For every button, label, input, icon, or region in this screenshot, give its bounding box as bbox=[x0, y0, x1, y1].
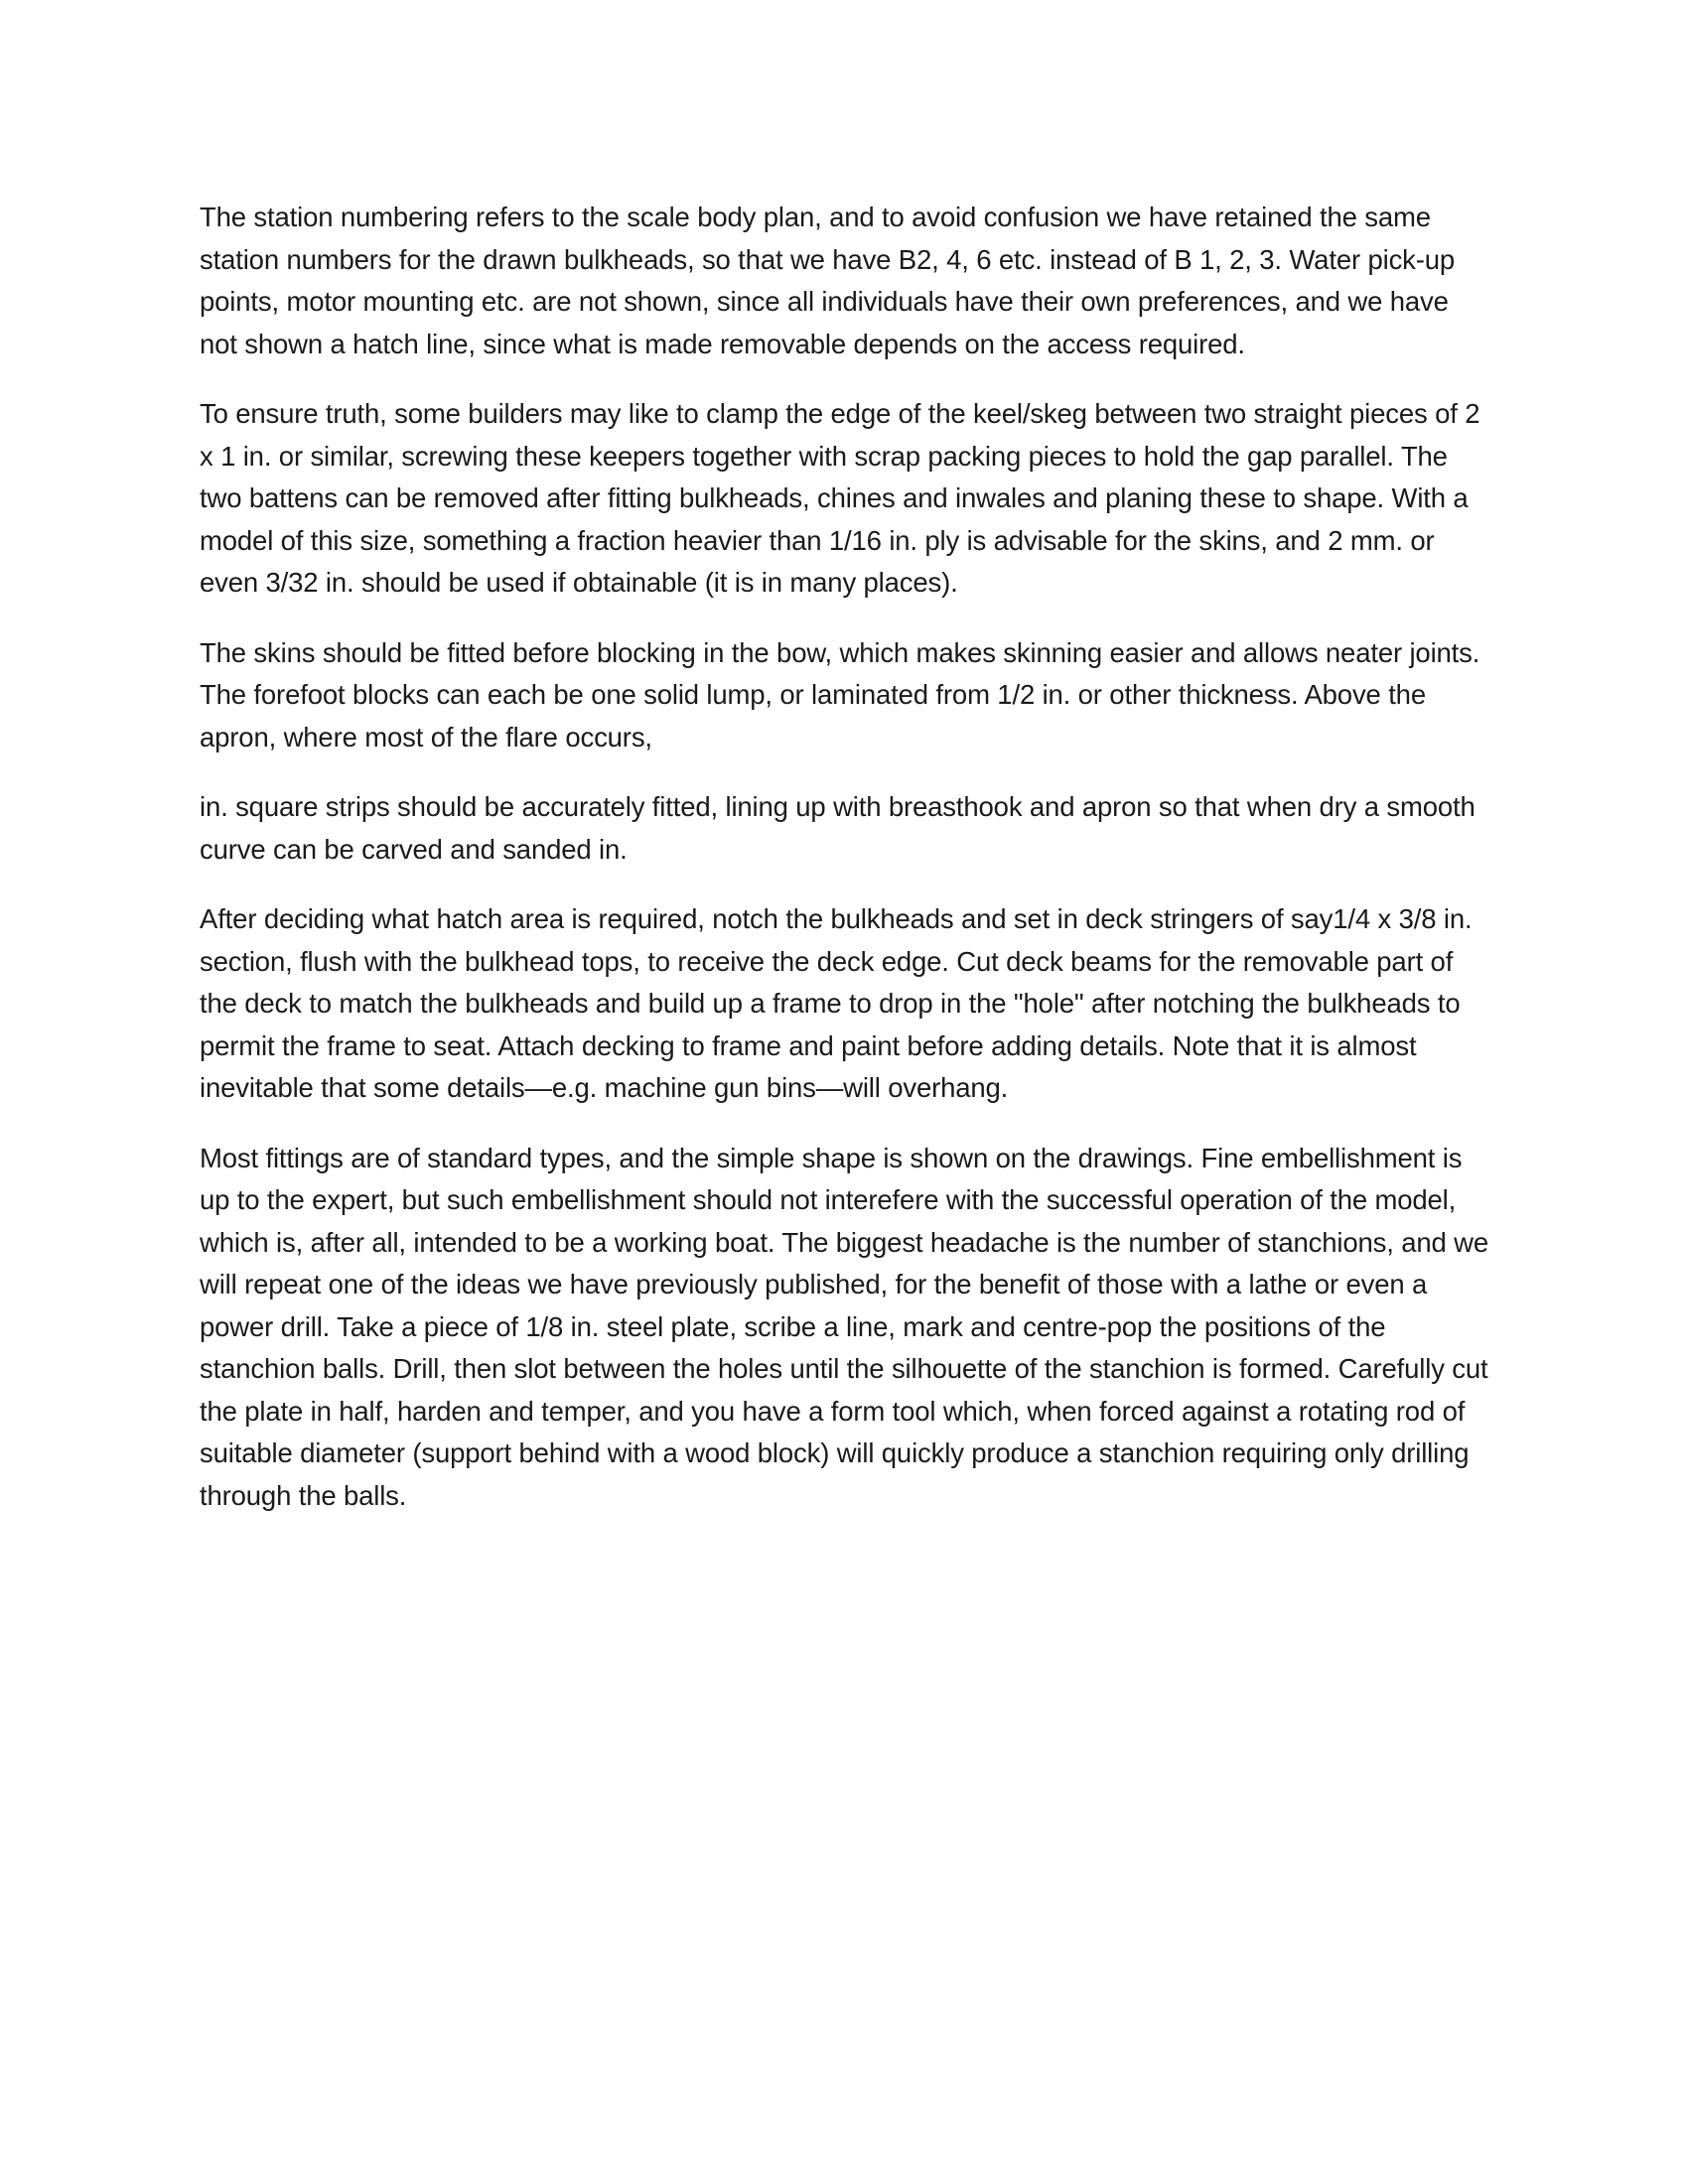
paragraph-ensure-truth: To ensure truth, some builders may like to clamp the edge of the keel/skeg between two straight pieces of 2 x 1 in. or similar, screwing these keepers together with scrap packing pieces to hold the gap parallel. The two battens can be removed after fitting bulkheads, chines and inwales and planing these to shape. With a model of this size, something a fraction heavier than 1/16 in. ply is advisable for the skins, and 2 mm. or even 3/32 in. should be used if obtainable (it is in many places). bbox=[200, 398, 1480, 598]
paragraph-fittings: Most fittings are of standard types, and the simple shape is shown on the drawings. Fine embellishment is up to the expert, but such embellishment should not interefere with the successful operation of the model, which is, after all, intended to be a working boat. The biggest headache is the number of stanchions, and we will repeat one of the ideas we have previously published, for the benefit of those with a lathe or even a power drill. Take a piece of 1/8 in. steel plate, scribe a line, mark and centre-pop the positions of the stanchion balls. Drill, then slot between the holes until the silhouette of the stanchion is formed. Carefully cut the plate in half, harden and temper, and you have a form tool which, when forced against a rotating rod of suitable diameter (support behind with a wood block) will quickly produce a stanchion requiring only drilling through the balls. bbox=[200, 1142, 1488, 1511]
paragraph-square-strips: in. square strips should be accurately fitted, lining up with breasthook and apron so that when dry a smooth curve can be carved and sanded in. bbox=[200, 791, 1476, 865]
paragraph-skins: The skins should be fitted before blocking in the bow, which makes skinning easier and allows neater joints. The forefoot blocks can each be one solid lump, or laminated from 1/2 in. or other thickness. Above the apron, where most of the flare occurs, bbox=[200, 636, 1480, 752]
paragraph-hatch-area: After deciding what hatch area is required, notch the bulkheads and set in deck stringers of say1/4 x 3/8 in. section, flush with the bulkhead tops, to receive the deck edge. Cut deck beams for the removable part of the deck to match the bulkheads and build up a frame to drop in the "hole" after notching the bulkheads to permit the frame to seat. Attach decking to frame and paint before adding details. Note that it is almost inevitable that some details—e.g. machine gun bins—will overhang. bbox=[200, 903, 1473, 1103]
document-body bbox=[200, 197, 1490, 1545]
paragraph-station-numbering: The station numbering refers to the scale body plan, and to avoid confusion we have retained the same station numbers for the drawn bulkheads, so that we have B2, 4, 6 etc. instead of B 1, 2, 3. Water pick-up points, motor mounting etc. are not shown, since all individuals have their own preferences, and we have not shown a hatch line, since what is made removable depends on the access required. bbox=[200, 202, 1456, 359]
